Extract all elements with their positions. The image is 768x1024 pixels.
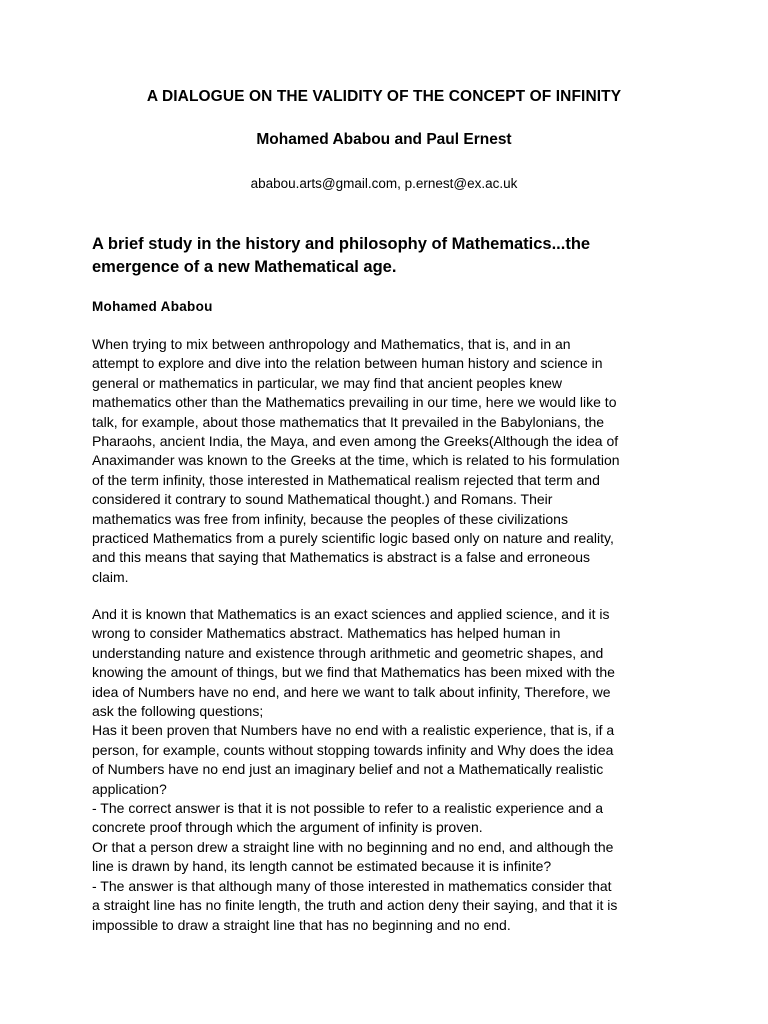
- document-authors: Mohamed Ababou and Paul Ernest: [256, 131, 512, 148]
- paragraph-line: impossible to draw a straight line that has no beginning and no end.: [92, 916, 511, 933]
- section-heading-line: emergence of a new Mathematical age.: [92, 258, 397, 276]
- paragraph-line: concrete proof through which the argument of infinity is proven.: [92, 819, 483, 836]
- paragraph-line: understanding nature and existence through arithmetic and geometric shapes, and: [92, 644, 604, 661]
- paragraph-line: - The correct answer is that it is not possible to refer to a realistic experience and a: [92, 800, 603, 817]
- paragraph-line: mathematics other than the Mathematics prevailing in our time, here we would like to: [92, 394, 617, 411]
- paragraph-2: [92, 605, 680, 935]
- paragraph-line: idea of Numbers have no end, and here we want to talk about infinity, Therefore, we: [92, 683, 611, 700]
- paragraph-line: When trying to mix between anthropology and Mathematics, that is, and in an: [92, 336, 571, 352]
- paragraph-line: practiced Mathematics from a purely scientific logic based only on nature and reality,: [92, 530, 614, 547]
- paragraph-line: of the term infinity, those interested in Mathematical realism rejected that term and: [92, 471, 600, 488]
- section-heading-line: A brief study in the history and philosophy of Mathematics...the: [92, 235, 591, 253]
- paragraph-line: application?: [92, 780, 167, 797]
- author-emails: ababou.arts@gmail.com, p.ernest@ex.ac.uk: [250, 176, 518, 191]
- paragraph-line: And it is known that Mathematics is an exact sciences and applied science, and it is: [92, 606, 610, 622]
- paragraph-line: Or that a person drew a straight line with no beginning and no end, and although the: [92, 838, 614, 855]
- section-byline: Mohamed Ababou: [92, 299, 213, 314]
- paragraph-line: and this means that saying that Mathematics is abstract is a false and erroneous: [92, 549, 591, 566]
- paragraph-line: wrong to consider Mathematics abstract. Mathematics has helped human in: [92, 625, 561, 642]
- paragraph-line: person, for example, counts without stopping towards infinity and Why does the idea: [92, 741, 614, 758]
- paragraph-line: - The answer is that although many of those interested in mathematics consider that: [92, 877, 612, 894]
- paragraph-line: a straight line has no finite length, the truth and action deny their saying, and that it is: [92, 897, 618, 914]
- paragraph-line: attempt to explore and dive into the relation between human history and science in: [92, 355, 603, 372]
- paragraph-line: mathematics was free from infinity, because the peoples of these civilizations: [92, 510, 568, 527]
- paragraph-1: [92, 335, 680, 587]
- paragraph-line: ask the following questions;: [92, 703, 264, 720]
- paragraph-line: line is drawn by hand, its length cannot be estimated because it is infinite?: [92, 858, 552, 875]
- paragraph-line: considered it contrary to sound Mathematical thought.) and Romans. Their: [92, 491, 553, 508]
- paragraph-line: general or mathematics in particular, we may find that ancient peoples knew: [92, 374, 563, 391]
- paragraph-line: knowing the amount of things, but we find that Mathematics has been mixed with the: [92, 664, 615, 681]
- section-heading: [92, 233, 692, 279]
- paragraph-line: Pharaohs, ancient India, the Maya, and even among the Greeks(Although the idea of: [92, 433, 619, 450]
- paragraph-line: Has it been proven that Numbers have no end with a realistic experience, that is, if a: [92, 722, 615, 739]
- document-title: A DIALOGUE ON THE VALIDITY OF THE CONCEPT OF INFINITY: [146, 88, 622, 105]
- paragraph-line: Anaximander was known to the Greeks at the time, which is related to his formulation: [92, 452, 620, 469]
- paragraph-line: talk, for example, about those mathematics that It prevailed in the Babylonians, the: [92, 413, 605, 430]
- paragraph-line: claim.: [92, 568, 129, 585]
- paragraph-line: of Numbers have no end just an imaginary belief and not a Mathematically realistic: [92, 761, 604, 778]
